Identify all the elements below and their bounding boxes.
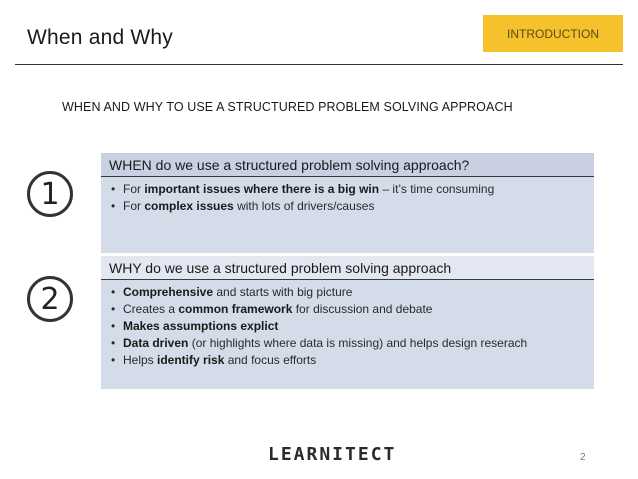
bullet-highlight: identify risk: [157, 353, 225, 367]
bullet-highlight: complex issues: [144, 199, 234, 213]
bullet-highlight: Makes assumptions explict: [123, 319, 279, 333]
bullet-text: and focus efforts: [224, 353, 317, 367]
why-heading: WHY do we use a structured problem solving approach: [101, 256, 594, 280]
step-number-1-icon: 1: [27, 171, 73, 217]
learnitect-logo: LEARNITECT: [268, 444, 397, 465]
bullet-highlight: important issues where there is a big win: [144, 182, 380, 196]
when-heading: WHEN do we use a structured problem solving approach?: [101, 153, 594, 177]
bullet-item: [111, 301, 586, 318]
bullet-text: Creates a: [123, 302, 179, 316]
step-number-2-icon: 2: [27, 276, 73, 322]
bullet-item: [111, 335, 586, 352]
when-panel: [101, 153, 594, 253]
why-bullet-list: [101, 280, 594, 369]
bullet-item: [111, 181, 586, 198]
bullet-text: with lots of drivers/causes: [233, 199, 375, 213]
bullet-text: – it’s time consuming: [379, 182, 495, 196]
bullet-text: and starts with big picture: [213, 285, 353, 299]
bullet-highlight: common framework: [178, 302, 293, 316]
bullet-text: for discussion and debate: [292, 302, 433, 316]
bullet-highlight: Comprehensive: [123, 285, 214, 299]
bullet-item: [111, 284, 586, 301]
header-divider: [15, 64, 623, 65]
page-number: 2: [580, 452, 586, 463]
bullet-text: (or highlights where data is missing) and helps design reserach: [188, 336, 528, 350]
bullet-text: For: [123, 182, 145, 196]
slide-subtitle: WHEN AND WHY TO USE A STRUCTURED PROBLEM SOLVING APPROACH: [62, 100, 513, 114]
bullet-item: [111, 352, 586, 369]
bullet-text: Helps: [123, 353, 158, 367]
bullet-item: [111, 198, 586, 215]
when-bullet-list: [101, 177, 594, 215]
bullet-highlight: Data driven: [123, 336, 189, 350]
bullet-item: [111, 318, 586, 335]
bullet-text: For: [123, 199, 145, 213]
why-panel: [101, 256, 594, 389]
section-tag: INTRODUCTION: [483, 15, 623, 52]
slide-title: When and Why: [27, 26, 173, 49]
